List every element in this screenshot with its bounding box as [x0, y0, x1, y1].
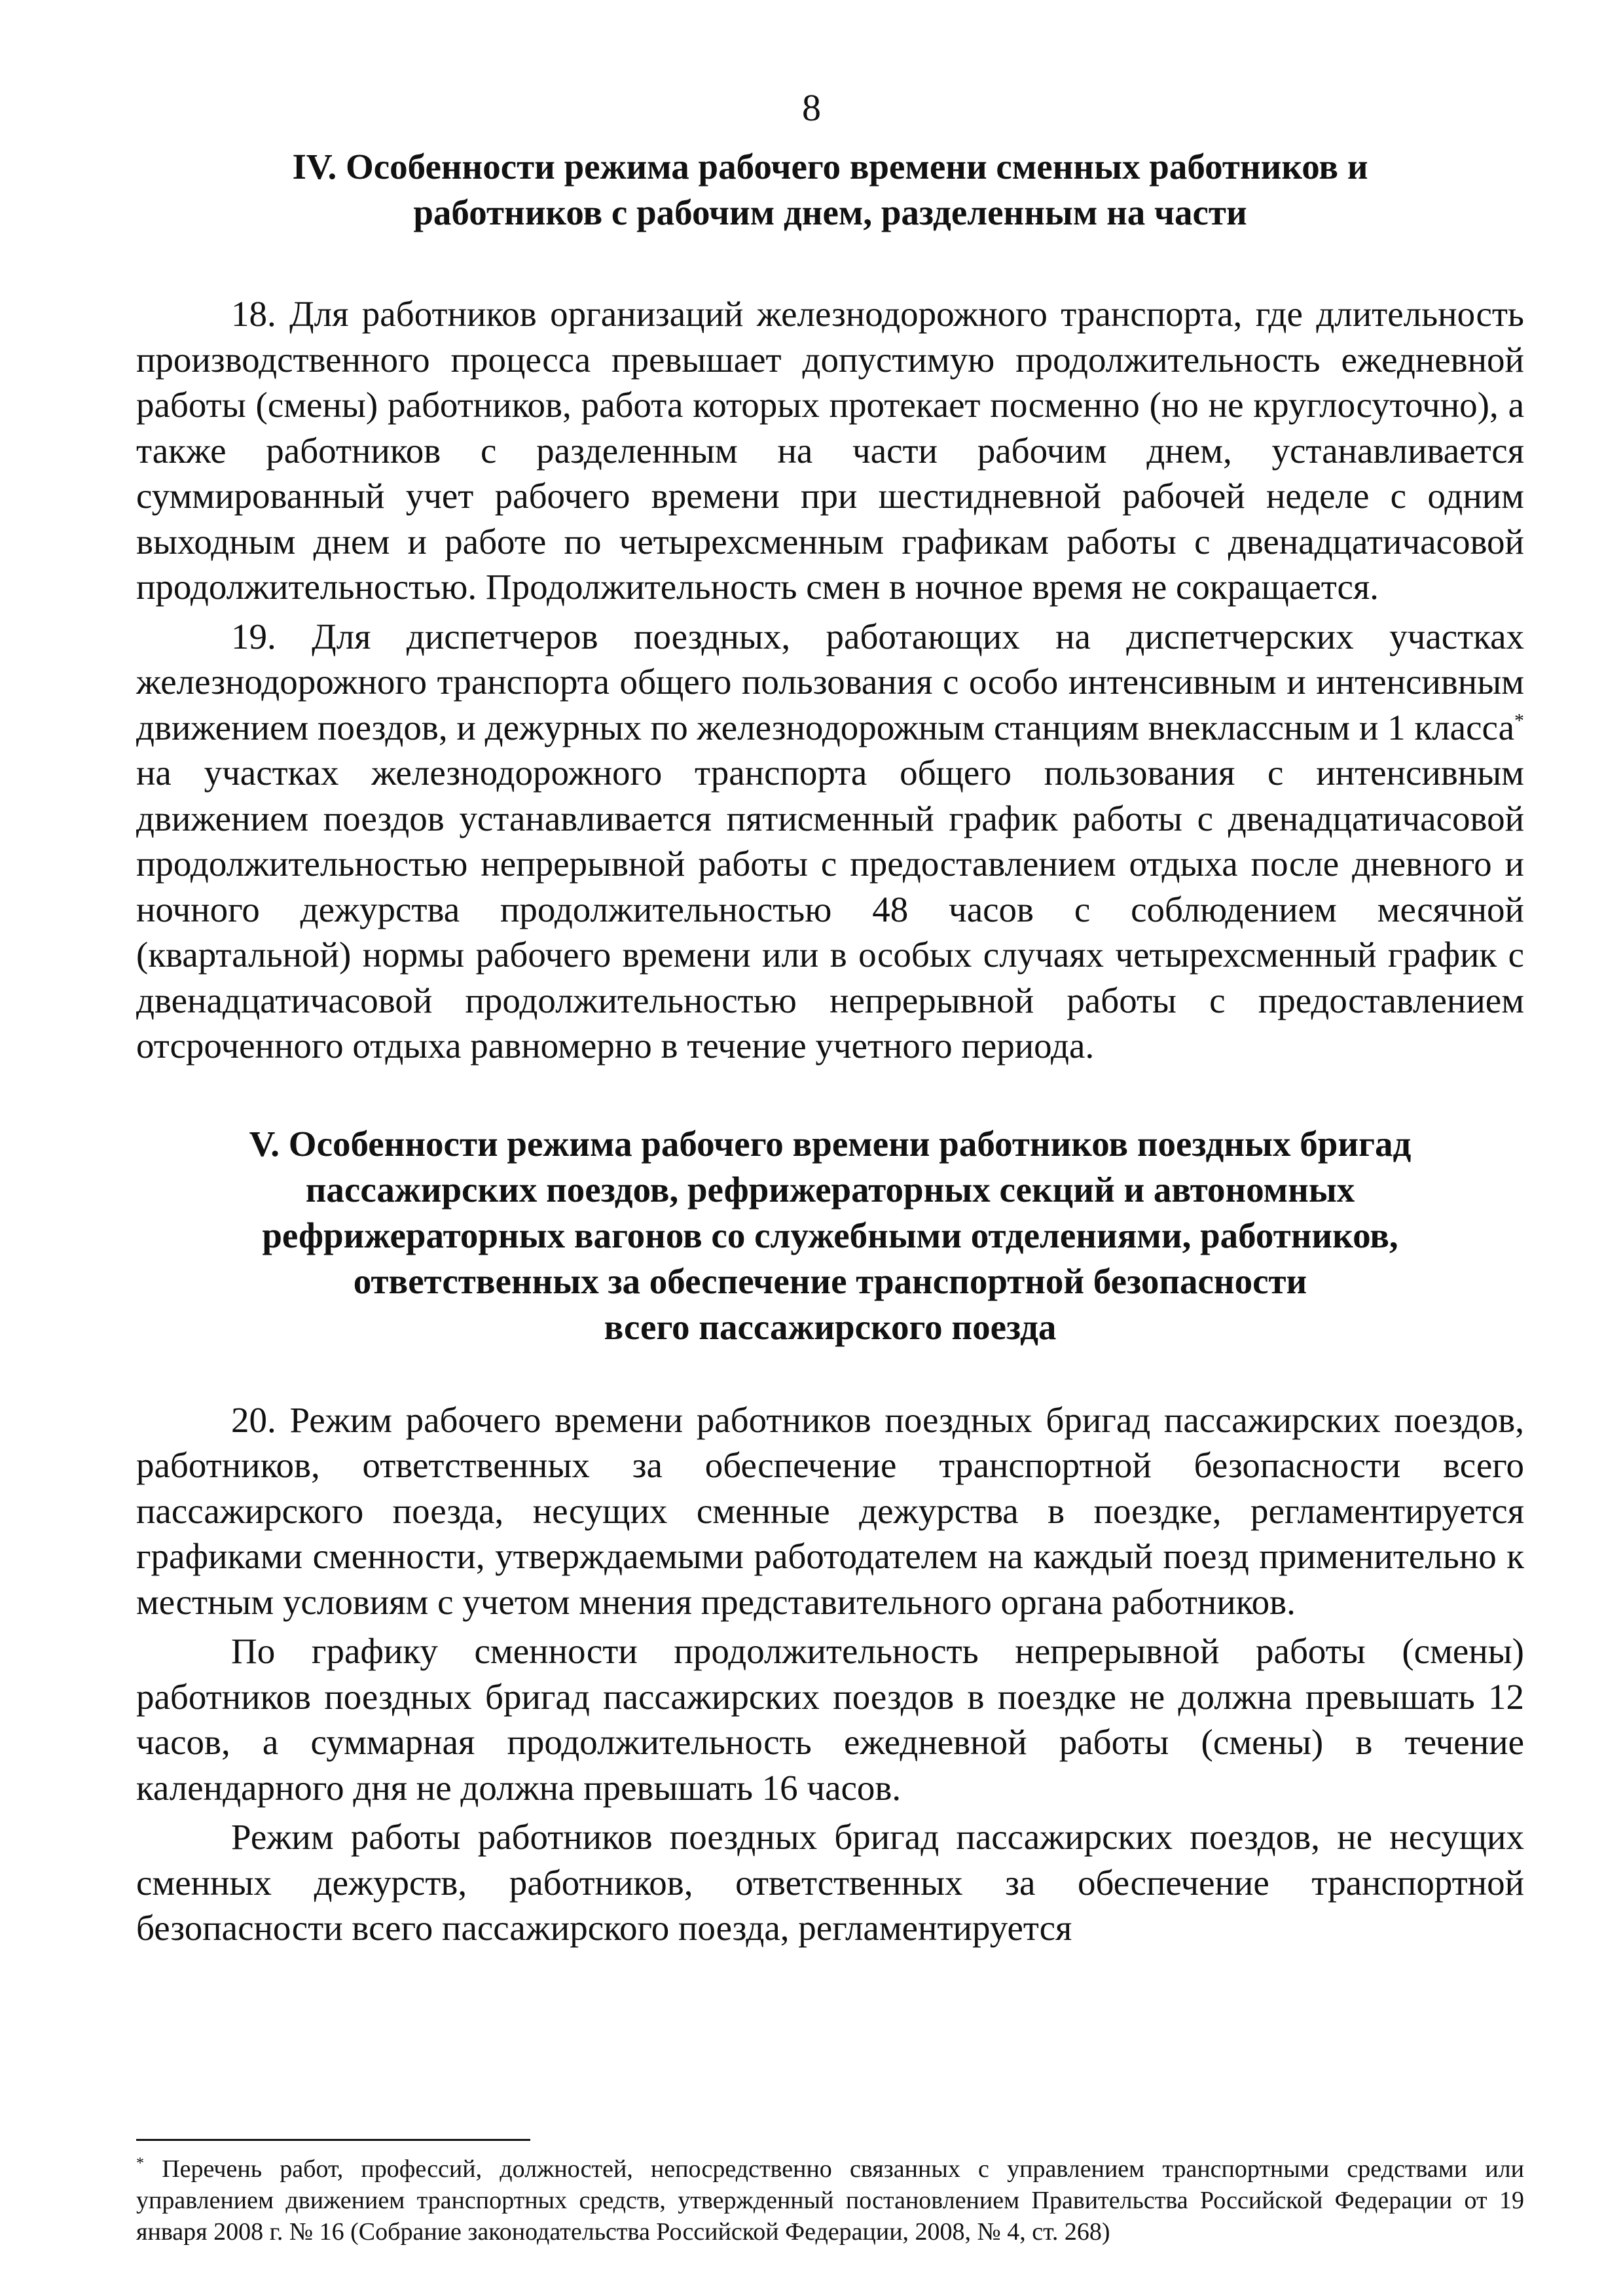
- footnote-reference-mark: *: [1514, 709, 1524, 732]
- section-iv-heading: [136, 144, 1524, 236]
- section-spacer: [136, 1069, 1524, 1121]
- footnote-mark: *: [136, 2155, 144, 2172]
- page-body: [136, 144, 1524, 1951]
- paragraph-19-text-end: на участках железнодорожного транспорта общего пользования с интенсивным движением поездов устанавливается пятисменный график работы с двенадцатичасовой продолжительностью непрерывной работы с предоставлением отдыха после дневного и ночного дежурства продолжительностью 48 часов с соблюдением месячной (квартальной) нормы рабочего времени или в особых случаях четырехсменный график с двенадцатичасовой продолжительностью непрерывной работы с предоставлением отсроченного отдыха равномерно в течение учетного периода.: [136, 753, 1524, 1066]
- heading-line: пассажирских поездов, рефрижераторных секций и автономных: [305, 1169, 1355, 1210]
- page-number: 8: [802, 86, 821, 129]
- paragraph-20-shift-schedule: По графику сменности продолжительность непрерывной работы (смены) работников поездных бригад пассажирских поездов в поездке не должна превышать 12 часов, а суммарная продолжительность ежедневной работы (смены) в течение календарного дня не должна превышать 16 часов.: [136, 1631, 1524, 1808]
- heading-line: работников с рабочим днем, разделенным на части: [413, 192, 1247, 232]
- paragraph-19-text-start: 19. Для диспетчеров поездных, работающих на диспетчерских участках железнодорожного транспорта общего пользования с особо интенсивным и интенсивным движением поездов, и дежурных по железнодорожным станциям внеклассным и 1 класса: [136, 616, 1524, 747]
- paragraph-20-non-shift-mode: Режим работы работников поездных бригад пассажирских поездов, не несущих сменных дежурств, работников, ответственных за обеспечение транспортной безопасности всего пассажирского поезда, регламентируется: [136, 1817, 1524, 1948]
- heading-line: рефрижераторных вагонов со служебными отделениями, работников,: [262, 1215, 1398, 1255]
- paragraph-20: 20. Режим рабочего времени работников поездных бригад пассажирских поездов, работников, ответственных за обеспечение транспортной безопасности всего пассажирского поезда, несущих сменные дежурства в поездке, регламентируется графиками сменности, утверждаемыми работодателем на каждый поезд применительно к местным условиям с учетом мнения представительного органа работников.: [136, 1399, 1524, 1622]
- paragraph-18: 18. Для работников организаций железнодорожного транспорта, где длительность производственного процесса превышает допустимую продолжительность ежедневной работы (смены) работников, работа которых протекает посменно (но не круглосуточно), а также работников с разделенным на части рабочим днем, устанавливается суммированный учет рабочего времени при шестидневной рабочей неделе с одним выходным днем и работе по четырехсменным графикам работы с двенадцатичасовой продолжительностью. Продолжительность смен в ночное время не сокращается.: [136, 294, 1524, 607]
- heading-line: V. Особенности режима рабочего времени работников поездных бригад: [249, 1123, 1412, 1164]
- section-v-heading: [136, 1121, 1524, 1350]
- heading-line: всего пассажирского поезда: [604, 1306, 1057, 1347]
- footnote-separator: [136, 2139, 530, 2141]
- footnote-text: Перечень работ, профессий, должностей, непосредственно связанных с управлением транспортными средствами или управлением движением транспортных средств, утвержденный постановлением Правительства Российской Федерации от 19 января 2008 г. № 16 (Собрание законодательства Российской Федерации, 2008, № 4, ст. 268): [136, 2155, 1524, 2246]
- paragraph-19: [136, 614, 1524, 1069]
- heading-line: IV. Особенности режима рабочего времени сменных работников и: [292, 147, 1368, 187]
- heading-line: ответственных за обеспечение транспортной безопасности: [353, 1261, 1307, 1301]
- footnote: [136, 2153, 1524, 2248]
